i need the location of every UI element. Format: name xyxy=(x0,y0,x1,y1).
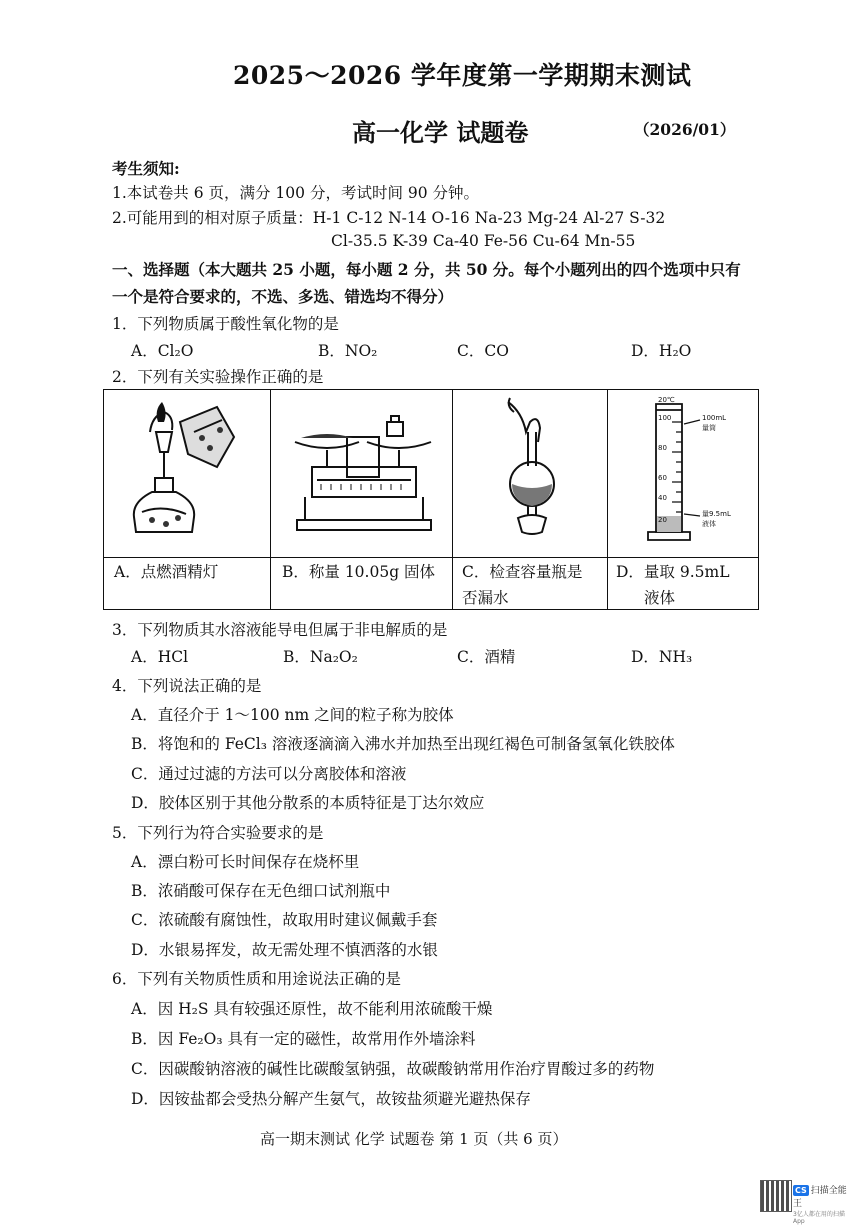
cyl-tick-label: 20 xyxy=(658,516,667,524)
scanner-app-name: 扫描全能王 xyxy=(793,1186,847,1209)
exam-date: （2026/01） xyxy=(634,120,736,139)
q4-option-a: A．直径介于 1～100 nm 之间的粒子称为胶体 xyxy=(131,706,454,724)
q1-stem: 1．下列物质属于酸性氧化物的是 xyxy=(112,315,339,333)
q2-figure-table xyxy=(103,389,759,610)
q2-option-b: B．称量 10.05g 固体 xyxy=(282,563,436,581)
section-1-heading-line-1: 一、选择题（本大题共 25 小题，每小题 2 分，共 50 分。每个小题列出的四个选项中只有 xyxy=(112,260,741,279)
scanner-watermark xyxy=(793,1183,855,1225)
q5-option-a: A．漂白粉可长时间保存在烧杯里 xyxy=(131,853,360,871)
table-divider xyxy=(452,390,453,609)
q2-option-a: A．点燃酒精灯 xyxy=(114,563,219,581)
section-1-heading-line-2: 一个是符合要求的，不选、多选、错选均不得分） xyxy=(112,287,454,306)
q3-option-d: D．NH₃ xyxy=(631,648,693,666)
cyl-tick-label: 60 xyxy=(658,474,667,482)
cyl-tick-label: 80 xyxy=(658,444,667,452)
notice-line-2b: Cl-35.5 K-39 Ca-40 Fe-56 Cu-64 Mn-55 xyxy=(331,232,636,250)
q2-stem: 2．下列有关实验操作正确的是 xyxy=(112,368,324,386)
exam-title: 2025～2026 学年度第一学期期末测试 xyxy=(233,61,692,90)
qr-code-icon xyxy=(760,1180,792,1212)
page-footer: 高一期末测试 化学 试题卷 第 1 页（共 6 页） xyxy=(260,1130,568,1148)
q1-option-b: B．NO₂ xyxy=(318,342,378,360)
q6-option-b: B．因 Fe₂O₃ 具有一定的磁性，故常用作外墙涂料 xyxy=(131,1030,476,1048)
notice-heading: 考生须知: xyxy=(112,159,180,178)
table-divider xyxy=(270,390,271,609)
q3-option-c: C．酒精 xyxy=(457,648,516,666)
q6-option-c: C．因碳酸钠溶液的碱性比碳酸氢钠强，故碳酸钠常用作治疗胃酸过多的药物 xyxy=(131,1060,655,1078)
table-divider xyxy=(607,390,608,609)
q3-option-a: A．HCl xyxy=(131,648,189,666)
q4-option-d: D．胶体区别于其他分散系的本质特征是丁达尔效应 xyxy=(131,794,485,812)
volumetric-flask-figure xyxy=(482,392,582,552)
cyl-tick-label: 40 xyxy=(658,494,667,502)
alcohol-lamp-figure xyxy=(122,392,252,552)
q6-stem: 6．下列有关物质性质和用途说法正确的是 xyxy=(112,970,401,988)
cyl-label-name: 量筒 xyxy=(702,424,716,432)
scanner-tagline: 3亿人都在用的扫描App xyxy=(793,1211,845,1225)
q1-option-a: A．Cl₂O xyxy=(131,342,194,360)
q2-option-c-line-2: 否漏水 xyxy=(462,589,509,607)
cyl-tick-label: 100 xyxy=(658,414,672,422)
q1-option-d: D．H₂O xyxy=(631,342,692,360)
q3-option-b: B．Na₂O₂ xyxy=(283,648,358,666)
q5-option-b: B．浓硝酸可保存在无色细口试剂瓶中 xyxy=(131,882,391,900)
cyl-label-capacity: 100mL xyxy=(702,414,727,422)
cyl-label-volume: 量9.5mL xyxy=(702,510,731,518)
exam-subtitle: 高一化学 试题卷 xyxy=(352,118,529,147)
notice-line-1: 1.本试卷共 6 页，满分 100 分，考试时间 90 分钟。 xyxy=(112,184,480,202)
balance-scale-figure xyxy=(287,392,437,552)
q2-option-c-line-1: C．检查容量瓶是 xyxy=(462,563,583,581)
q2-option-d-line-2: 液体 xyxy=(644,589,676,607)
q4-stem: 4．下列说法正确的是 xyxy=(112,677,262,695)
q1-option-c: C．CO xyxy=(457,342,509,360)
q3-stem: 3．下列物质其水溶液能导电但属于非电解质的是 xyxy=(112,621,448,639)
q5-option-c: C．浓硫酸有腐蚀性，故取用时建议佩戴手套 xyxy=(131,911,438,929)
q4-option-b: B．将饱和的 FeCl₃ 溶液逐滴滴入沸水并加热至出现红褐色可制备氢氧化铁胶体 xyxy=(131,735,675,753)
q6-option-a: A．因 H₂S 具有较强还原性，故不能利用浓硫酸干燥 xyxy=(131,1000,493,1018)
cyl-top-label: 20℃ xyxy=(658,396,675,404)
q5-option-d: D．水银易挥发，故无需处理不慎洒落的水银 xyxy=(131,941,438,959)
q2-option-d-line-1: D．量取 9.5mL xyxy=(616,563,730,581)
graduated-cylinder-figure xyxy=(634,392,754,552)
q4-option-c: C．通过过滤的方法可以分离胶体和溶液 xyxy=(131,765,407,783)
q5-stem: 5．下列行为符合实验要求的是 xyxy=(112,824,324,842)
q6-option-d: D．因铵盐都会受热分解产生氨气，故铵盐须避光避热保存 xyxy=(131,1090,531,1108)
cyl-label-liquid: 液体 xyxy=(702,520,716,528)
cs-logo-icon: CS xyxy=(795,1186,807,1195)
notice-line-2a: 2.可能用到的相对原子质量：H-1 C-12 N-14 O-16 Na-23 Mg-24 Al-27 S-32 xyxy=(112,209,666,227)
